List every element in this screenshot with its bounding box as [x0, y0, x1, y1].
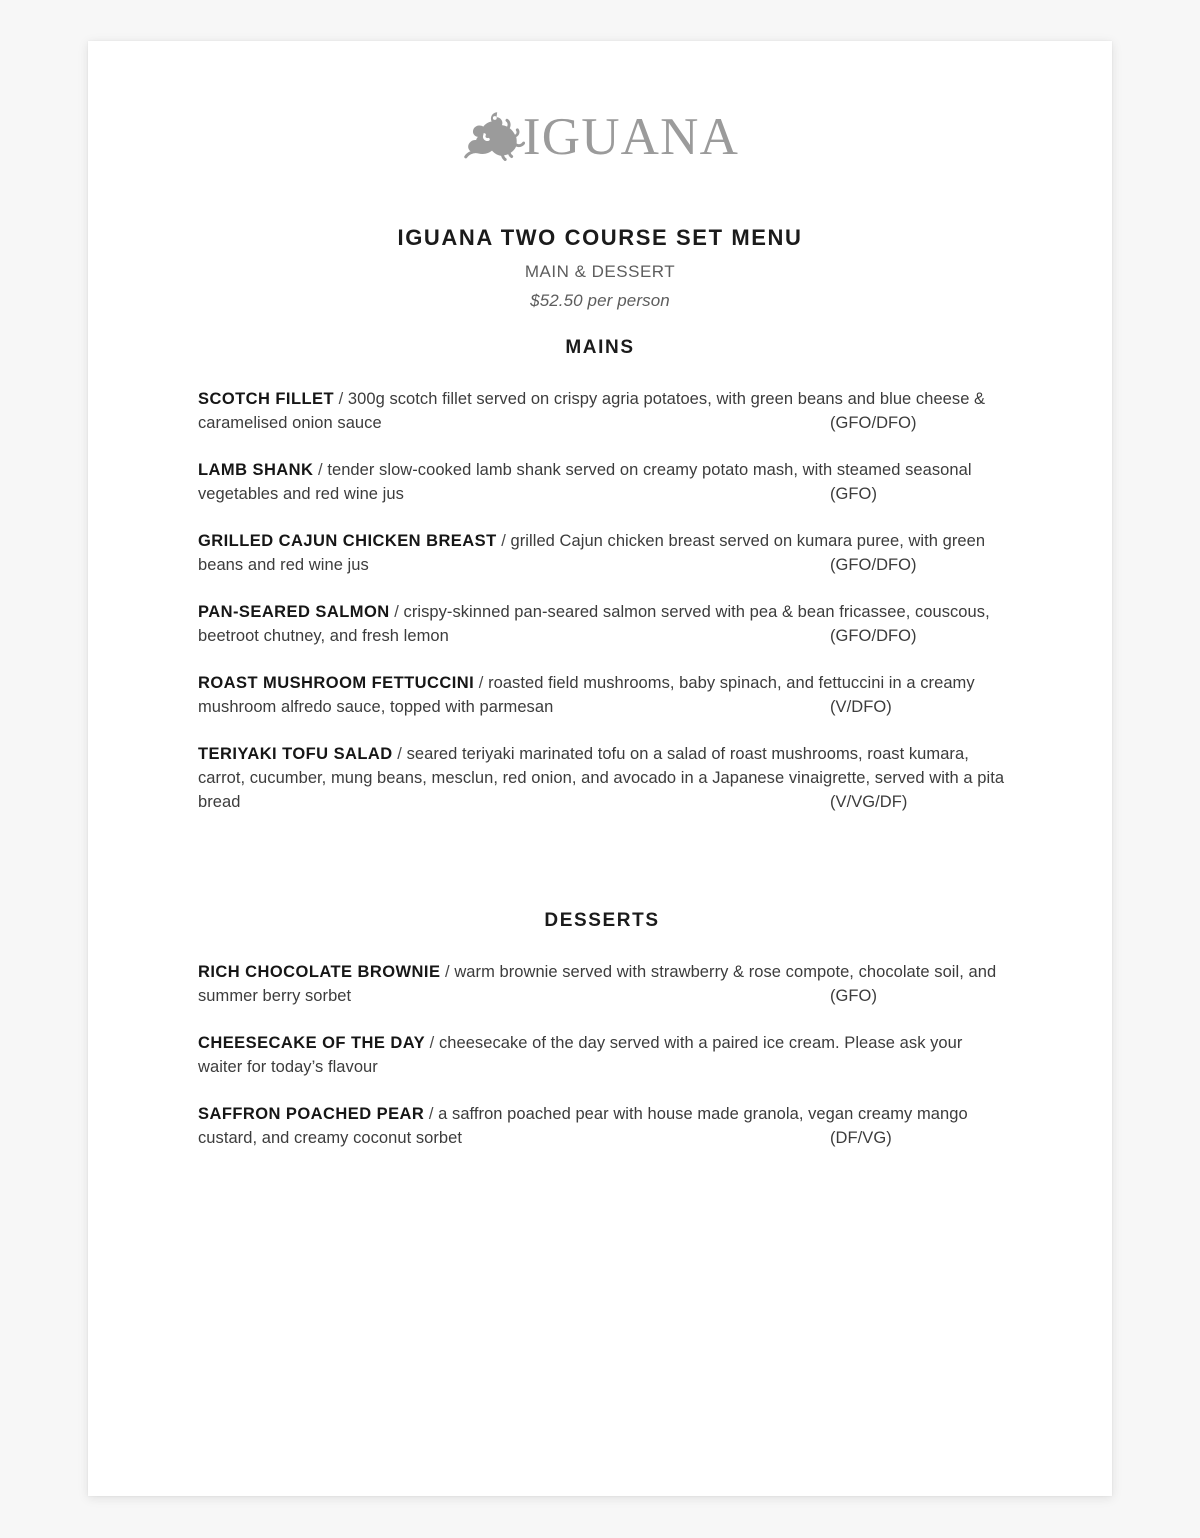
desserts-item-list	[198, 960, 1006, 1150]
menu-item-separator: /	[389, 602, 404, 621]
menu-item	[198, 1031, 1006, 1079]
dietary-tag: (GFO)	[830, 484, 877, 503]
page-title: IGUANA TWO COURSE SET MENU	[397, 225, 803, 250]
menu-item-description: seared teriyaki marinated tofu on a salad of roast mushrooms, roast kumara, carrot, cucumber, mung beans, mesclun, red onion, and avocado in a Japanese vinaigrette, served with a pita bread	[198, 744, 1005, 811]
menu-item-description: crispy-skinned pan-seared salmon served with pea & bean fricassee, couscous, beetroot chutney, and fresh lemon	[198, 602, 990, 645]
menu-item-separator: /	[496, 531, 511, 550]
menu-page-sheet	[88, 41, 1112, 1496]
menu-item	[198, 458, 1006, 506]
dietary-tag: (DF/VG)	[830, 1128, 892, 1147]
mains-item-list	[198, 387, 1006, 814]
menu-item-description: warm brownie served with strawberry & rose compote, chocolate soil, and summer berry sorbet	[198, 962, 997, 1005]
dietary-tag: (V/DFO)	[830, 697, 892, 716]
iguana-lizard-icon	[461, 107, 525, 167]
menu-item-name: TERIYAKI TOFU SALAD	[198, 744, 393, 763]
menu-item	[198, 529, 1006, 577]
menu-item-name: ROAST MUSHROOM FETTUCCINI	[198, 673, 475, 692]
dietary-tag: (V/VG/DF)	[830, 792, 908, 811]
menu-subtitle: MAIN & DESSERT	[524, 262, 676, 282]
menu-item-name: CHEESECAKE OF THE DAY	[198, 1033, 426, 1052]
menu-body	[194, 387, 1006, 1150]
menu-item-separator: /	[424, 1104, 439, 1123]
menu-item-separator: /	[474, 673, 489, 692]
menu-item	[198, 1102, 1006, 1150]
menu-item	[198, 600, 1006, 648]
brand-wordmark: IGUANA	[522, 107, 740, 166]
menu-item-separator: /	[313, 460, 328, 479]
menu-item-name: LAMB SHANK	[198, 460, 314, 479]
section-spacer	[198, 814, 1006, 910]
dietary-tag: (GFO/DFO)	[830, 413, 917, 432]
menu-item-description: cheesecake of the day served with a paired ice cream. Please ask your waiter for today’s flavour	[198, 1033, 963, 1076]
menu-item-description: grilled Cajun chicken breast served on kumara puree, with green beans and red wine jus	[198, 531, 986, 574]
menu-item-separator: /	[425, 1033, 439, 1052]
menu-item-name: SAFFRON POACHED PEAR	[198, 1104, 425, 1123]
menu-item-description: roasted field mushrooms, baby spinach, and fettuccini in a creamy mushroom alfredo sauce, topped with parmesan	[198, 673, 975, 716]
section-heading-desserts: DESSERTS	[544, 909, 660, 931]
section-heading-mains: MAINS	[565, 337, 635, 359]
menu-item-description: 300g scotch fillet served on crispy agria potatoes, with green beans and blue cheese & caramelised onion sauce	[198, 389, 986, 432]
menu-price: $52.50 per person	[530, 290, 670, 310]
dietary-tag: (GFO)	[830, 986, 877, 1005]
menu-item-description: a saffron poached pear with house made granola, vegan creamy mango custard, and creamy coconut sorbet	[198, 1104, 968, 1147]
menu-item	[198, 387, 1006, 435]
menu-item-description: tender slow-cooked lamb shank served on creamy potato mash, with steamed seasonal vegetables and red wine jus	[198, 460, 972, 503]
dietary-tag: (GFO/DFO)	[830, 555, 917, 574]
menu-item	[198, 671, 1006, 719]
menu-item-name: GRILLED CAJUN CHICKEN BREAST	[198, 531, 497, 550]
menu-item-name: SCOTCH FILLET	[198, 389, 335, 408]
menu-item-separator: /	[392, 744, 407, 763]
menu-item-name: PAN-SEARED SALMON	[198, 602, 390, 621]
brand-logo	[88, 107, 1112, 167]
menu-item	[198, 960, 1006, 1008]
menu-item-separator: /	[334, 389, 348, 408]
menu-item-separator: /	[440, 962, 455, 981]
menu-item-name: RICH CHOCOLATE BROWNIE	[198, 962, 441, 981]
dietary-tag: (GFO/DFO)	[830, 626, 917, 645]
menu-item	[198, 742, 1006, 814]
